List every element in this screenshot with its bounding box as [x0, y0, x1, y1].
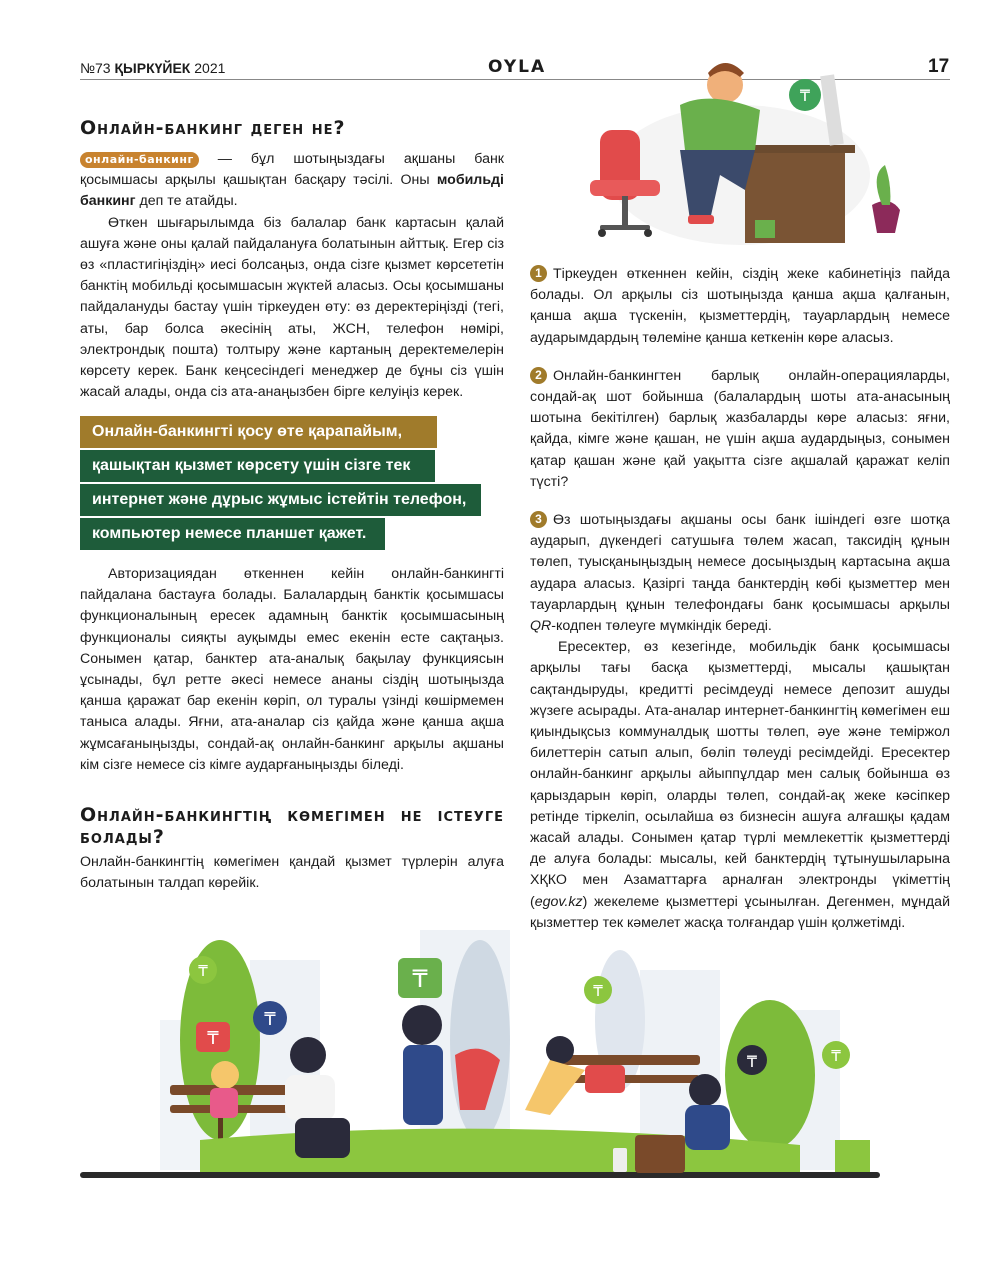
- adults-paragraph: Ересектер, өз кезегінде, мобильдік банк қосымшасы арқылы тағы басқа қызметтерді, мысалы қашықтан сақтандыруды, кредитті ресімдеуді немесе депозит ашуды жүзеге асырады. Ата-аналар интернет-банкингтің көмегімен еш қиындықсыз коммуналдық шотты төлеп, әуе және теміржол билеттерін сатып алып, бөліп төлеуді ресімдейді. Ересектер онлайн-банкинг арқылы айыппұлдар мен салық бойынша өз қарыздарын көріп, оларды төлеп, сондай-ақ жеке кәсіпкер ретінде тіркеліп, осылайша өз бизнесін ашуға алғашқы қадам жасай алады. Сонымен қатар түрлі мемлекеттік қызметтерді де алуға болады: мысалы, кей банктердің тұтынушыларына ХҚКО мен Азаматтарға арналған электронды үкіметтің (egov.kz) жекелеме қызметтері ұсынылған. Дегенмен, мұндай қызметтер тек кәмелет жасқа толғандар үшін қолжетімді.: [530, 639, 950, 931]
- tenge-bubble-icon: [196, 1022, 230, 1052]
- section-title-1: Онлайн-банкинг деген не?: [80, 117, 346, 139]
- svg-text:₸: ₸: [831, 1047, 841, 1065]
- park-illustration: [80, 890, 880, 1205]
- intro-services-paragraph: Онлайн-банкингтің көмегімен қандай қызмет түрлерін алуға болатынын талдап көрейік.: [80, 854, 504, 892]
- left-column-top: [80, 117, 504, 403]
- left-column-bottom: [80, 564, 504, 894]
- term-tag: онлайн-банкинг: [80, 152, 199, 168]
- callout-line-4: компьютер немесе планшет қажет.: [80, 518, 385, 550]
- svg-text:₸: ₸: [198, 962, 208, 980]
- right-column: [530, 264, 950, 934]
- authorization-paragraph: Авторизациядан өткеннен кейін онлайн-банкингті пайдалана бастауға болады. Балалардың банктік қосымшасы функционалының ересек адамның банктік қосымшасының функционалы сияқты ауқымды емес екенін есте сақтаңыз. Сонымен қатар, банктер ата-аналық бақылау функциясын ұсынады, бұл ретте әкесі немесе ананы сіздің шотыңызда қанша қаражат бар екенін көріп, ол туралы үзінді көшірмемен таныса алады. Яғни, ата-аналар сіз қайда және қанша ақша жұмсағаныңызды, сондай-ақ онлайн-банкинг арқылы ақшаны кім сізге немесе сіз кімге аударғаныңызды біледі.: [80, 566, 504, 773]
- point-2: 2 Онлайн-банкингтен барлық онлайн-операцияларды, сондай-ақ шот бойынша (балалардың шоты ата-анасының шотына бекітілген) барлық жазбаларды көре аласыз: яғни, қайда, кімге және қашан, не үшін ақша аудардыңыз, сонымен қатар қашан және қай уақытта сізге ақшалай қаражат келіп түсті?: [530, 367, 950, 490]
- desk-illustration: [560, 55, 920, 250]
- issue-month: ҚЫРКҮЙЕК: [114, 60, 191, 76]
- svg-text:₸: ₸: [264, 1009, 276, 1030]
- tenge-coin-icon: [189, 956, 217, 984]
- callout-line-1: Онлайн-банкингті қосу өте қарапайым,: [80, 416, 437, 448]
- magazine-logo: OYLA: [488, 57, 547, 77]
- tenge-coin-icon: [253, 1001, 287, 1035]
- svg-text:₸: ₸: [593, 982, 603, 1000]
- section-title-2: Онлайн-банкингтің көмегімен не істеуге болады?: [80, 804, 504, 849]
- point-1: 1 Тіркеуден өткеннен кейін, сіздің жеке кабинетіңіз пайда болады. Ол арқылы сіз шотыңызда қанша ақша қалғанын, қанша ақша түскенін, қызметтердің, тауарлардың немесе аударымдардың төлеміне қанша кеткенін көре аласыз.: [530, 266, 950, 346]
- tenge-coin-icon: [584, 976, 612, 1004]
- number-badge-1: 1: [530, 265, 547, 282]
- issue-number: №73: [80, 60, 111, 76]
- svg-text:₸: ₸: [799, 86, 811, 105]
- number-badge-3: 3: [530, 511, 547, 528]
- svg-text:₸: ₸: [746, 1052, 758, 1071]
- svg-text:₸: ₸: [412, 965, 428, 993]
- egov-link: egov.kz: [534, 893, 583, 910]
- callout-line-3: интернет және дұрыс жұмыс істейтін телефон,: [80, 484, 481, 516]
- point-3: 3 Өз шотыңыздағы ақшаны осы банк ішіндегі өзге шотқа аударып, дүкендегі сатушыға төлем жасап, таксидің құнын төлеп, туысқаныңыздың немесе досыңыздың картасына ақша аудара аласыз. Қазіргі таңда банктердің көбі қызметтер мен тауарлардың құнын телефондағы банк қосымшасы арқылы QR-кодпен төлеуге мүмкіндік береді.: [530, 512, 950, 635]
- definition-paragraph: онлайн-банкинг — бұл шотыңыздағы ақшаны банк қосымшасы арқылы қашықтан басқару тәсілі. Оны мобильді банкинг деп те атайды.: [80, 151, 504, 210]
- tenge-bubble-icon: [398, 958, 442, 998]
- svg-text:₸: ₸: [207, 1028, 219, 1049]
- page-number: 17: [928, 56, 950, 77]
- callout-line-2: қашықтан қызмет көрсету үшін сізге тек: [80, 450, 435, 482]
- issue-info: [80, 60, 225, 76]
- intro-paragraph: Өткен шығарылымда біз балалар банк картасын қалай ашуға және оны қалай пайдалануға болатынын айттық. Егер сіз өз «пластигіңіздің» иесі болсаңыз, онда сізге қызмет көрсететін банктің мобильді қосымшасын жүктей аласыз. Осы қосымшаны пайдалануды бастау үшін тіркеуден өту: өз деректеріңізді (тегі, аты, бар болса әкесінің аты, ЖСН, телефон нөмірі, электрондық пошта) толтыру және картаның деректемелерін көрсету керек. Банк кеңсесіндегі менеджер де бұны сіз үшін жасай алады, онда сіз ата-анаңызбен бірге келуіңіз керек.: [80, 214, 504, 401]
- tenge-coin-icon: [822, 1041, 850, 1069]
- tenge-coin-icon: [737, 1045, 767, 1075]
- issue-year: 2021: [194, 60, 226, 76]
- number-badge-2: 2: [530, 367, 547, 384]
